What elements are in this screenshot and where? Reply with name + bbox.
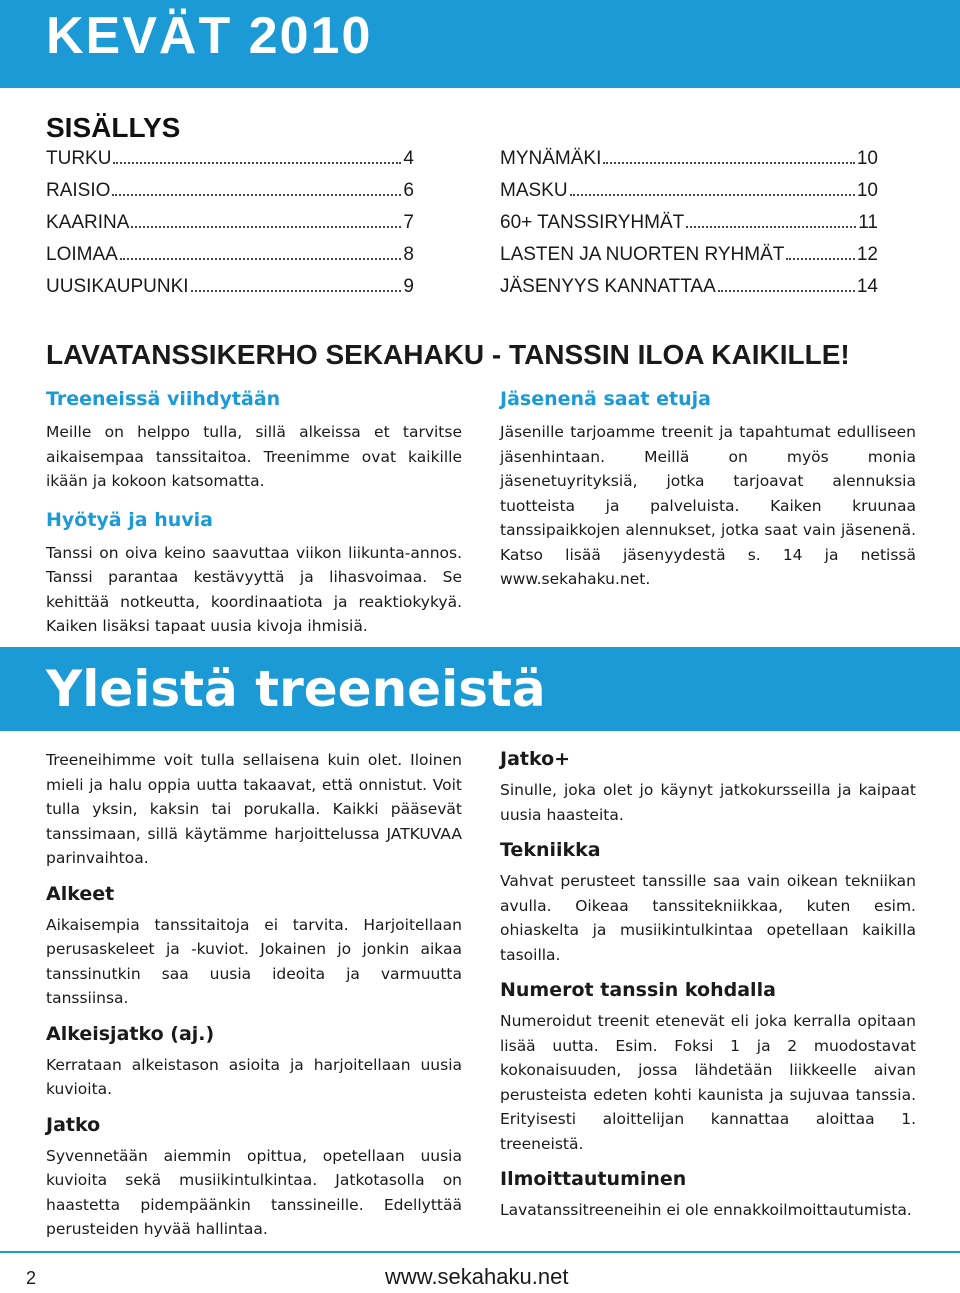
intro-heading: Jäsenenä saat etuja [500, 388, 711, 410]
page-number: 2 [26, 1268, 37, 1288]
toc-entry-name: LOIMAA [46, 244, 118, 265]
toc-entry-name: MASKU [500, 180, 568, 201]
toc-leader [718, 290, 855, 292]
toc-entry [46, 244, 414, 276]
toc-leader [786, 258, 855, 260]
toc-leader [120, 258, 402, 260]
section-paragraph: Sinulle, joka olet jo käynyt jatkokursseilla ja kaipaat uusia haasteita. [500, 781, 916, 824]
toc-entry [500, 148, 878, 180]
toc-entry [46, 276, 414, 308]
section-intro-paragraph: Treeneihimme voit tulla sellaisena kuin olet. Iloinen mieli ja halu oppia uutta takaavat, että onnistut. Voit tulla yksin, kaksin tai porukalla. Kaikki pääsevät tanssimaan, sillä käytämme harjoittelussa JATKUVAA parinvaihtoa. [46, 751, 462, 867]
toc-entry-name: 60+ TANSSIRYHMÄT [500, 212, 685, 233]
toc-leader [113, 162, 401, 164]
section-title: Yleistä treeneistä [46, 660, 546, 718]
section-heading: Numerot tanssin kohdalla [500, 979, 776, 1001]
section-heading: Tekniikka [500, 839, 601, 861]
section-heading: Ilmoittautuminen [500, 1168, 687, 1190]
toc-entry [500, 244, 878, 276]
section-paragraph: Syvennetään aiemmin opittua, opetellaan uusia kuvioita sekä musiikintulkintaa. Jatkotasolla on haastetta pidempäänkin tanssineille. Edellyttää perusteiden hyvää hallintaa. [46, 1146, 462, 1238]
toc-entry [46, 148, 414, 180]
toc-entry-name: UUSIKAUPUNKI [46, 276, 189, 297]
intro-right-column [500, 386, 916, 592]
toc-entry [500, 276, 878, 308]
toc-leader [686, 226, 856, 228]
toc-entry-page: 4 [403, 148, 414, 169]
toc-leader [191, 290, 402, 292]
footer-url: www.sekahaku.net [385, 1264, 569, 1289]
section-band [0, 647, 960, 731]
section-right-column [500, 746, 916, 1223]
page-title: KEVÄT 2010 [46, 7, 373, 65]
toc-entry-name: TURKU [46, 148, 112, 169]
header-band [0, 0, 960, 88]
toc-entry-name: JÄSENYYS KANNATTAA [500, 276, 716, 297]
toc-entry-name: LASTEN JA NUORTEN RYHMÄT [500, 244, 785, 265]
toc-leader [131, 226, 401, 228]
section-heading: Alkeet [46, 882, 115, 905]
toc-entry [46, 180, 414, 212]
intro-paragraph: Tanssi on oiva keino saavuttaa viikon liikunta-annos. Tanssi parantaa kestävyyttä ja lihasvoimaa. Se kehittää notkeutta, koordinaatiota ja reaktiokykyä. Kaiken lisäksi tapaat uusia kivoja ihmisiä. [46, 543, 462, 635]
section-paragraph: Lavatanssitreeneihin ei ole ennakkoilmoittautumista. [500, 1201, 912, 1219]
toc-entry-name: MYNÄMÄKI [500, 148, 602, 169]
toc-entry-page: 7 [403, 212, 414, 233]
toc-right-column [500, 148, 878, 308]
toc-left-column [46, 148, 414, 308]
toc-leader [570, 194, 855, 196]
section-paragraph: Vahvat perusteet tanssille saa vain oikean tekniikan avulla. Oikeaa tanssitekniikkaa, kuten esim. ohiaskelta ja musiikintulkintaa opetellaan kaikilla tasoilla. [500, 872, 916, 964]
intro-paragraph: Meille on helppo tulla, sillä alkeissa et tarvitse aikaisempaa tanssitaitoa. Treenimme ovat kaikille ikään ja kokoon katsomatta. [46, 423, 462, 490]
toc-leader [603, 162, 855, 164]
section-heading: Alkeisjatko (aj.) [46, 1022, 215, 1045]
toc-entry-page: 10 [856, 180, 878, 201]
toc-entry-page: 8 [403, 244, 414, 265]
section-heading: Jatko [46, 1113, 101, 1136]
toc-entry-page: 14 [856, 276, 878, 297]
intro-headline: LAVATANSSIKERHO SEKAHAKU - TANSSIN ILOA KAIKILLE! [46, 339, 850, 370]
footer-divider [0, 1251, 960, 1253]
toc-entry [500, 180, 878, 212]
intro-left-column [46, 386, 462, 639]
section-heading: Jatko+ [500, 748, 571, 770]
toc-entry-name: RAISIO [46, 180, 111, 201]
section-paragraph: Numeroidut treenit etenevät eli joka kerralla opitaan lisää uutta. Esim. Foksi 1 ja 2 muodostavat kokonaisuuden, jossa lähdetään liikkeelle aivan perusteista edeten kohti kaunista ja sujuvaa tanssia. Erityisesti aloittelijan kannattaa aloittaa 1. treeneistä. [500, 1012, 916, 1153]
section-paragraph: Aikaisempia tanssitaitoja ei tarvita. Harjoitellaan perusaskeleet ja -kuviot. Jokainen jo jonkin aikaa tanssinutkin saa uusia ideoita ja varmuutta tanssiinsa. [46, 915, 462, 1007]
toc-title: SISÄLLYS [46, 112, 181, 143]
intro-heading: Treeneissä viihdytään [46, 388, 281, 410]
toc-entry-page: 11 [858, 212, 878, 233]
toc-entry-page: 12 [856, 244, 878, 265]
toc-entry-page: 10 [856, 148, 878, 169]
intro-paragraph: Jäsenille tarjoamme treenit ja tapahtumat edulliseen jäsenhintaan. Meillä on myös monia jäsenetuyrityksiä, jotka tarjoavat alennuksia tuotteista ja palveluista. Kaiken kruunaa tanssipaikkojen alennukset, jotka saat vain jäsenenä. Katso lisää jäsenyydestä s. 14 ja netissä www.sekahaku.net. [500, 423, 916, 588]
section-paragraph: Kerrataan alkeistason asioita ja harjoitellaan uusia kuvioita. [46, 1055, 462, 1098]
toc-entry-page: 6 [403, 180, 414, 201]
toc-entry-name: KAARINA [46, 212, 130, 233]
toc-leader [112, 194, 401, 196]
section-left-column [46, 748, 462, 1242]
toc-entry [46, 212, 414, 244]
toc-entry-page: 9 [403, 276, 414, 297]
intro-heading: Hyötyä ja huvia [46, 508, 213, 531]
toc-entry [500, 212, 878, 244]
